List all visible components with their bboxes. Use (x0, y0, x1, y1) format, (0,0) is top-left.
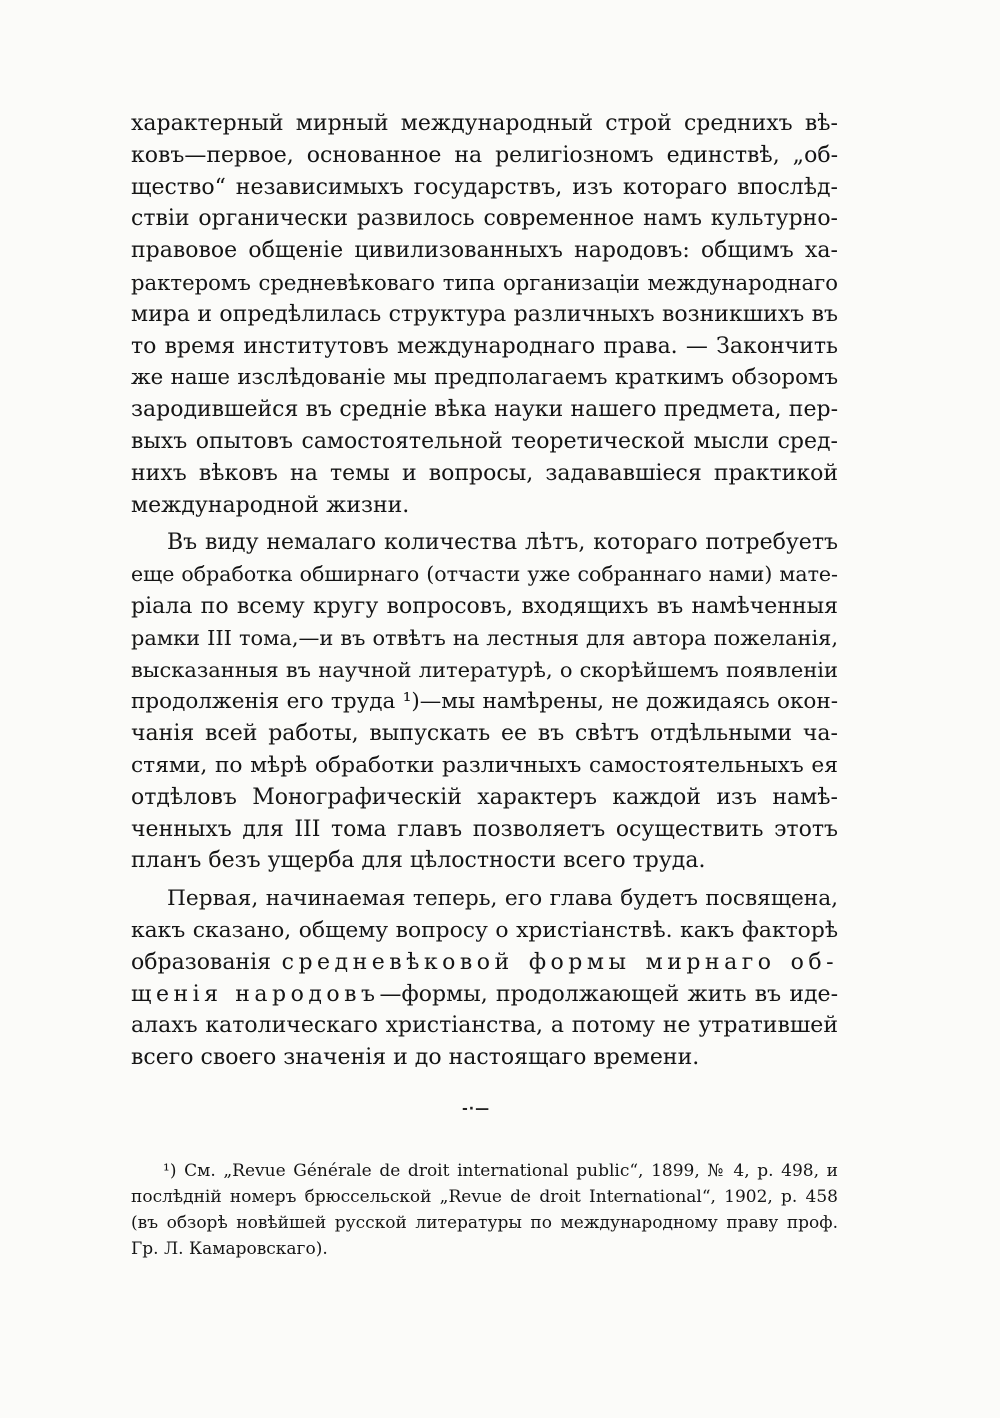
footnote-line: ¹) См. „Revue Générale de droit international public“, 1899, № 4, p. 498, и (163, 1161, 838, 1181)
text-line: нихъ вѣковъ на темы и вопросы, задававшіеся практикой (131, 460, 838, 486)
text-line: ріала по всему кругу вопросовъ, входящихъ въ намѣченныя (131, 593, 838, 619)
text-line: рактеромъ средневѣковаго типа организаціи международнаго (131, 269, 838, 295)
footnote-line: (въ обзорѣ новѣйшей русской литературы по международному праву проф. (131, 1213, 838, 1233)
text-line: зародившейся въ средніе вѣка науки нашего предмета, пер- (131, 397, 838, 423)
footnote-line: Гр. Л. Камаровскаго). (131, 1239, 328, 1259)
text-line: мира и опредѣлилась структура различныхъ возникшихъ въ (131, 301, 838, 327)
section-separator: -·— (462, 1101, 491, 1117)
text-line: то время институтовъ международнаго права. — Закончить (131, 333, 838, 359)
text-line: всего своего значенія и до настоящаго времени. (131, 1045, 700, 1071)
text-line: рамки III тома,—и въ отвѣтъ на лестныя для автора пожеланія, (131, 625, 838, 650)
text-line: планъ безъ ущерба для цѣлостности всего труда. (131, 848, 706, 874)
text-line: чанія всей работы, выпускать ее въ свѣтъ отдѣльными ча- (131, 721, 838, 747)
text-line: выхъ опытовъ самостоятельной теоретической мысли сред- (131, 428, 838, 454)
text-line: ковъ—первое, основанное на религіозномъ единствѣ, „об- (131, 142, 838, 168)
spaced-emphasis: щенія народовъ (131, 981, 380, 1007)
text-line: отдѣловъ Монографическій характеръ каждой изъ намѣ- (131, 784, 838, 810)
text-line: ченныхъ для III тома главъ позволяетъ осуществить этотъ (131, 816, 838, 842)
text-line: стями, по мѣрѣ обработки различныхъ самостоятельныхъ ея (131, 752, 838, 778)
text-line (131, 947, 838, 979)
text-line: щество“ независимыхъ государствъ, изъ котораго впослѣд- (131, 174, 838, 200)
text-line: алахъ католическаго христіанства, а потому не утратившей (131, 1013, 838, 1039)
paragraph-1 (131, 108, 838, 521)
paragraph-2 (131, 527, 838, 877)
text-line: высказанныя въ научной литературѣ, о скорѣйшемъ появленіи (131, 657, 838, 682)
text-line: Въ виду немалаго количества лѣтъ, котораго потребуетъ (167, 530, 838, 556)
paragraph-3 (131, 883, 838, 1074)
footnote-line: послѣдній номеръ брюссельской „Revue de droit International“, 1902, p. 458 (131, 1187, 838, 1207)
text-line: какъ сказано, общему вопросу о христіанствѣ. какъ факторѣ (131, 917, 838, 943)
text-fragment: образованія (131, 949, 272, 975)
text-line: же наше изслѣдованіе мы предполагаемъ краткимъ обзоромъ (131, 365, 838, 391)
text-line: Первая, начинаемая теперь, его глава будетъ посвящена, (167, 886, 838, 912)
text-line: ствіи органически развилось современное намъ культурно- (131, 206, 838, 232)
footnotes (131, 1158, 838, 1262)
text-line (131, 979, 838, 1011)
text-line: продолженія его труда ¹)—мы намѣрены, не дожидаясь окон- (131, 689, 838, 715)
text-line: еще обработка обширнаго (отчасти уже собраннаго нами) мате- (131, 562, 838, 587)
spaced-emphasis: средневѣковой формы мирнаго об- (281, 949, 839, 975)
text-line: правовое общеніе цивилизованныхъ народовъ: общимъ ха- (131, 238, 838, 264)
text-fragment: —формы, продолжающей жить въ иде- (379, 981, 839, 1007)
main-text (131, 108, 838, 1074)
text-line: характерный мирный международный строй среднихъ вѣ- (131, 111, 838, 136)
text-line: международной жизни. (131, 492, 410, 518)
